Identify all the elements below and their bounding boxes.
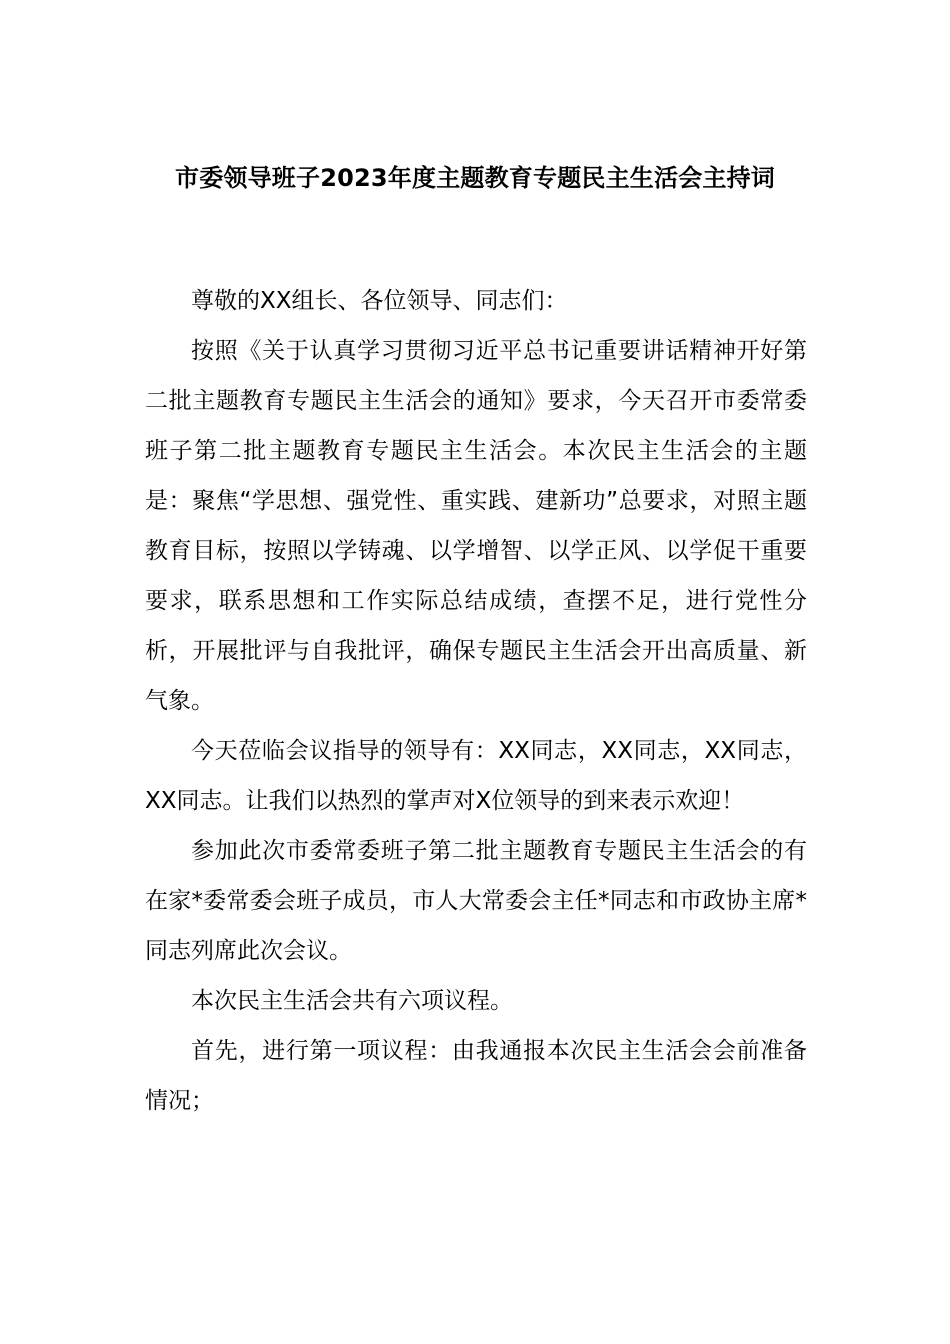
paragraph-first-agenda: 首先，进行第一项议程：由我通报本次民主生活会会前准备情况；: [145, 1038, 807, 1114]
paragraph-agenda-count: 本次民主生活会共有六项议程。: [191, 988, 513, 1014]
document-body: [145, 276, 807, 1126]
document-title: 市委领导班子2023年度主题教育专题民主生活会主持词: [175, 164, 775, 192]
paragraph-meeting-purpose: 按照《关于认真学习贯彻习近平总书记重要讲话精神开好第二批主题教育专题民主生活会的通知》要求，今天召开市委常委班子第二批主题教育专题民主生活会。本次民主生活会的主题是：聚焦“学思想、强党性、重实践、建新功”总要求，对照主题教育目标，按照以学铸魂、以学增智、以学正风、以学促干重要要求，联系思想和工作实际总结成绩，查摆不足，进行党性分析，开展批评与自我批评，确保专题民主生活会开出高质量、新气象。: [145, 338, 807, 714]
paragraph-attendees: 参加此次市委常委班子第二批主题教育专题民主生活会的有在家*委常委会班子成员，市人大常委会主任*同志和市政协主席*同志列席此次会议。: [145, 838, 807, 964]
paragraph-greeting: 尊敬的XX组长、各位领导、同志们：: [191, 288, 568, 314]
paragraph-guiding-leaders: 今天莅临会议指导的领导有：XX同志，XX同志，XX同志，XX同志。让我们以热烈的掌声对X位领导的到来表示欢迎！: [145, 738, 807, 814]
